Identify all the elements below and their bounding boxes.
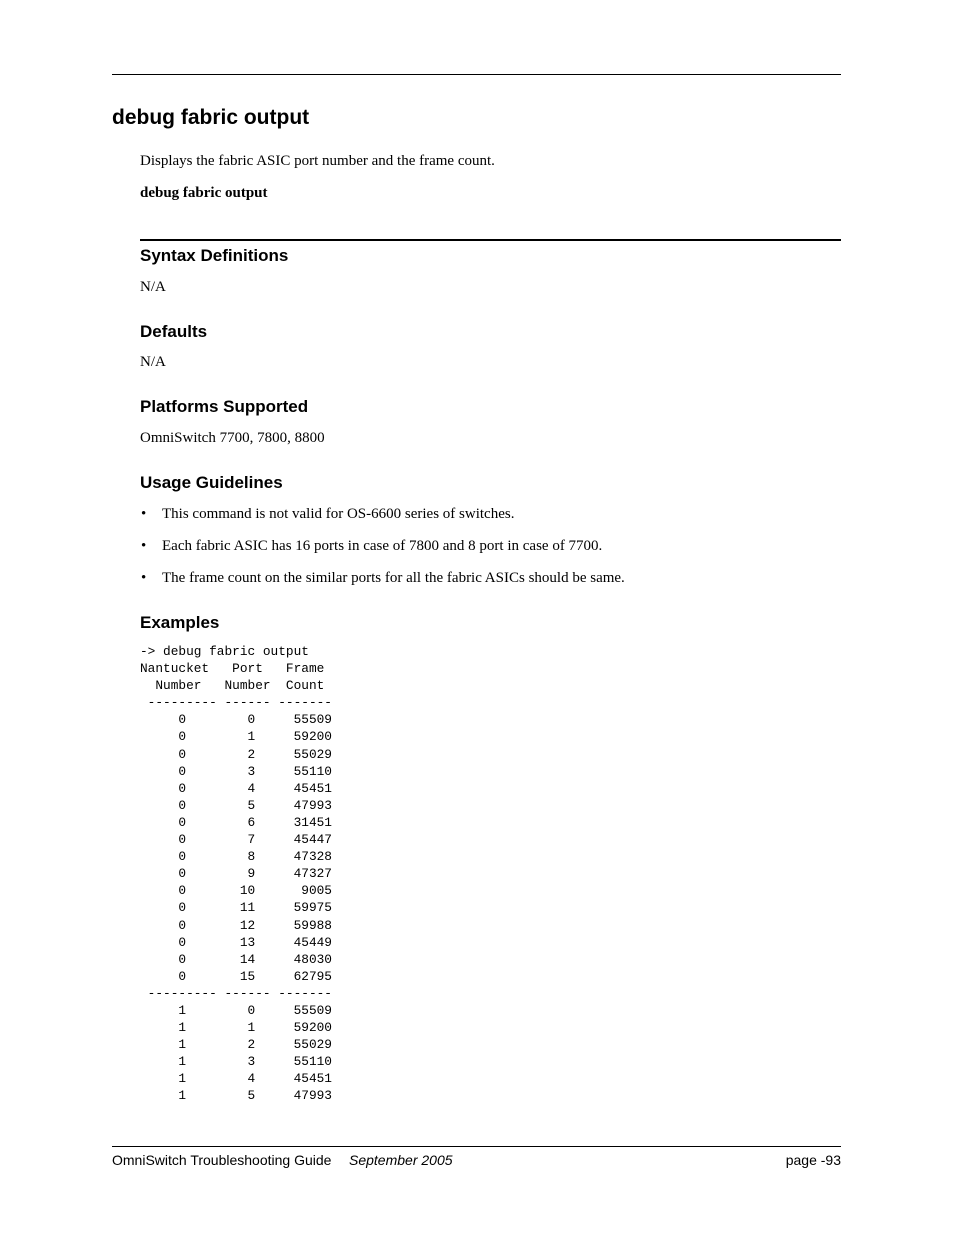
syntax-definitions-heading: Syntax Definitions (140, 246, 289, 265)
example-output: -> debug fabric output Nantucket Port Frame Number Number Count --------- ------ ------- 0 0 55509 0 1 59200 0 2 55029 0 3 55110 0 4 45451 0 5 47993 0 6 31451 0 7 45447 0 8 47328 0 9 47327 0 10 9005 0 11 59975 0 12 59988 0 13 45449 0 14 48030 0 15 62795 --------- ------ ------- 1 0 55509 1 1 59200 1 2 55029 1 3 55110 1 4 45451 1 5 47993 (140, 644, 332, 1104)
header-rule (112, 74, 841, 75)
footer-guide-title: OmniSwitch Troubleshooting Guide (112, 1152, 332, 1168)
usage-bullet: • The frame count on the similar ports for all the fabric ASICs should be same. (140, 568, 625, 588)
syntax-definitions-text: N/A (140, 279, 166, 295)
platforms-heading: Platforms Supported (140, 397, 309, 416)
footer-rule (112, 1146, 841, 1147)
command-syntax: debug fabric output (140, 185, 268, 201)
usage-guidelines-heading: Usage Guidelines (140, 473, 283, 492)
usage-bullet: • This command is not valid for OS-6600 series of switches. (140, 504, 625, 524)
examples-heading: Examples (140, 613, 220, 632)
usage-bullet: • Each fabric ASIC has 16 ports in case of 7800 and 8 port in case of 7700. (140, 536, 625, 556)
defaults-text: N/A (140, 354, 166, 370)
defaults-heading: Defaults (140, 322, 208, 341)
footer-date: September 2005 (349, 1152, 453, 1168)
section-divider (140, 239, 841, 241)
usage-guidelines-list (140, 504, 625, 600)
platforms-text: OmniSwitch 7700, 7800, 8800 (140, 430, 325, 446)
command-description: Displays the fabric ASIC port number and the frame count. (140, 153, 495, 169)
footer-page-number: page -93 (785, 1152, 841, 1168)
page-title: debug fabric output (112, 106, 310, 129)
